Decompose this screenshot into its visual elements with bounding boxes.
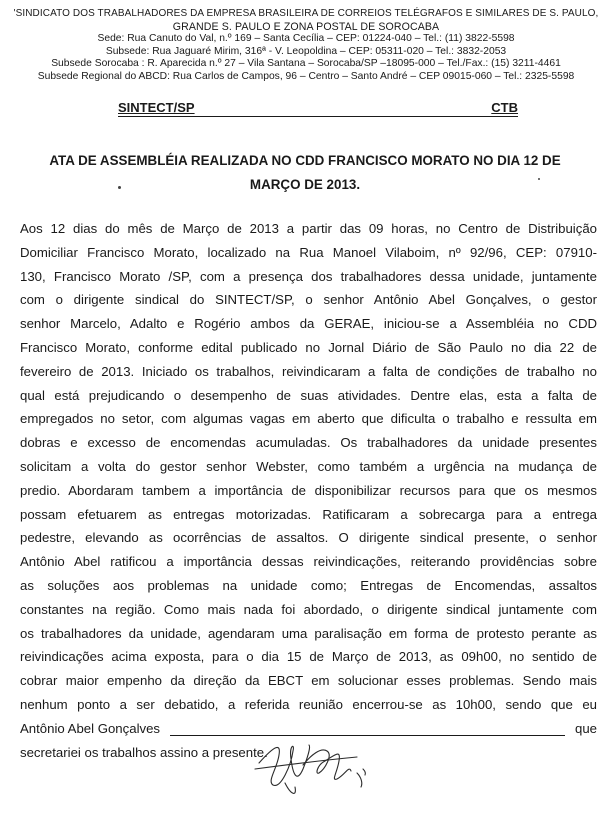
body-line: Aos 12 dias do mês de Março de 2013 a partir das 09 horas, no Centro de Distribuição — [20, 221, 597, 236]
closing-line: secretariei os trabalhos assino a presente. — [20, 744, 268, 760]
body-line: nenhum ponto a ser debatido, a referida reunião encerrou-se as 10h00, sendo que eu — [20, 696, 597, 712]
union-signature-row — [118, 100, 518, 118]
letterhead-org-line-1: 'SINDICATO DOS TRABALHADORES DA EMPRESA BRASILEIRA DE CORREIOS TELÉGRAFOS E SIMILARES DE S. PAULO, — [13, 8, 599, 19]
body-line: Domiciliar Francisco Morato, localizado na Rua Manoel Vilaboim, nº 92/96, CEP: 07910- — [20, 244, 597, 260]
letterhead — [10, 8, 602, 84]
body-line: dobras e excesso de encomendas acumuladas. Os trabalhadores da unidade presentes — [20, 435, 597, 451]
document-title — [20, 149, 590, 197]
body-line: pedestre, elevando as ocorrências de assaltos. O dirigente sindical presente, o senhor — [20, 530, 597, 546]
body-line: Francisco Morato, conforme edital publicado no Jornal Diário de São Paulo no dia 22 de — [20, 339, 597, 355]
secretary-name: Antônio Abel Gonçalves — [20, 720, 161, 736]
sintect-label: SINTECT/SP — [118, 100, 195, 115]
letterhead-subsede-abcd: Subsede Regional do ABCD: Rua Carlos de Campos, 96 – Centro – Santo André – CEP 09015-060 – Tel.: 2325-5598 — [37, 70, 575, 82]
title-line-2: MARÇO DE 2013. — [249, 177, 361, 192]
body-line: fevereiro de 2013. Iniciado os trabalhos, reivindicaram a falta de condições de trabalho no — [20, 363, 597, 379]
body-line: qual está prejudicando o desempenho de suas atividades. Dentre elas, esta a falta de — [20, 387, 597, 403]
body-line: Antônio Abel ratificou a importância dessas reivindicações, reiterando providências sobre — [20, 554, 597, 570]
ctb-label: CTB — [491, 100, 518, 115]
body-line: solicitam a volta do gestor senhor Webster, como também a urgência na mudança de — [20, 458, 597, 474]
body-line: possam efetuarem as entregas motorizadas. Ratificaram a sobrecarga para a entrega — [20, 506, 597, 522]
header-rule — [118, 116, 518, 117]
body-line: cobrar maior empenho da direção da EBCT em solucionar esses problemas. Sendo mais — [20, 673, 597, 689]
body-line: 130, Francisco Morato /SP, com a presença dos trabalhadores dessa unidade, juntamente — [20, 268, 597, 284]
title-line-1: ATA DE ASSEMBLÉIA REALIZADA NO CDD FRANCISCO MORATO NO DIA 12 DE — [49, 153, 561, 168]
body-line: predio. Abordaram tambem a importância de disponibilizar recursos para que os mesmos — [20, 482, 597, 498]
body-line: reivindicações acima exposta, para o dia 15 de Março de 2013, as 09h00, no sentido de — [20, 649, 597, 665]
letterhead-subsede: Subsede: Rua Jaguaré Mirim, 316ª - V. Leopoldina – CEP: 05311-020 – Tel.: 3832-2053 — [105, 45, 507, 57]
body-line: constantes na região. Como mais nada foi abordado, o dirigente sindical juntamente com — [20, 601, 597, 617]
body-line: as soluções aos problemas na unidade como; Entregas de Encomendas, assaltos — [20, 577, 597, 593]
body-line: com o dirigente sindical do SINTECT/SP, o senhor Antônio Abel Gonçalves, o gestor — [20, 292, 597, 308]
letterhead-sede: Sede: Rua Canuto do Val, n.º 169 – Santa Cecília – CEP: 01224-040 – Tel.: (11) 3822-5598 — [97, 33, 515, 45]
body-line: senhor Marcelo, Adalto e Rogério ambos da GERAE, iniciou-se a Assembléia no CDD — [20, 316, 597, 332]
scan-speck — [538, 178, 540, 180]
minutes-body — [20, 217, 597, 764]
scan-speck — [118, 186, 121, 189]
letterhead-org-line-2: GRANDE S. PAULO E ZONA POSTAL DE SOROCABA — [172, 20, 440, 33]
body-line: empregados no setor, com algumas vagas em aberto que dificulta o trabalho e ressulta em — [20, 411, 597, 427]
body-line: os trabalhadores da unidade, agendaram uma paralisação em forma de protesto perante as — [20, 625, 597, 641]
letterhead-subsede-sorocaba: Subsede Sorocaba : R. Aparecida n.º 27 – Vila Santana – Sorocaba/SP –18095-000 – Tel./Fax.: (15) 3211-4461 — [51, 58, 561, 70]
signature-que: que — [574, 720, 597, 736]
handwritten-signature — [245, 725, 395, 800]
